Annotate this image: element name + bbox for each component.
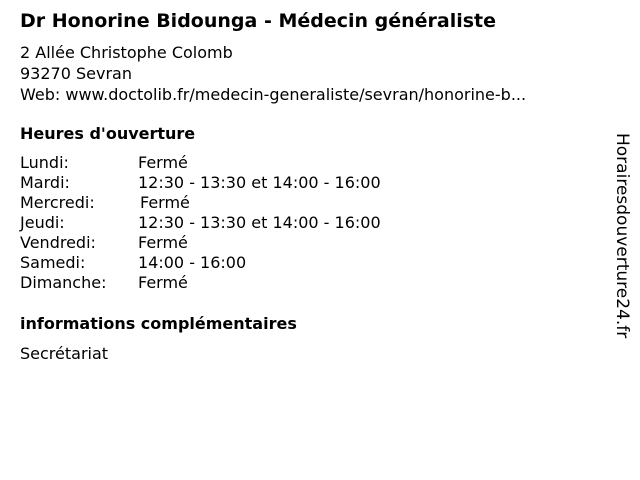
- day-hours: 14:00 - 16:00: [138, 253, 247, 272]
- day-hours: 12:30 - 13:30 et 14:00 - 16:00: [138, 173, 381, 192]
- day-label: Lundi:: [20, 153, 69, 172]
- day-label: Mardi:: [20, 173, 70, 192]
- day-hours: Fermé: [140, 193, 190, 212]
- additional-info-text: Secrétariat: [20, 344, 109, 363]
- site-watermark: Horairesdouverture24.fr: [612, 133, 632, 339]
- day-hours: Fermé: [138, 233, 188, 252]
- day-hours: Fermé: [138, 153, 188, 172]
- day-label: Vendredi:: [20, 233, 96, 252]
- day-hours: 12:30 - 13:30 et 14:00 - 16:00: [138, 213, 381, 232]
- day-label: Jeudi:: [20, 213, 65, 232]
- opening-hours-heading: Heures d'ouverture: [20, 124, 196, 143]
- address-street: 2 Allée Christophe Colomb: [20, 43, 233, 62]
- day-label: Samedi:: [20, 253, 86, 272]
- page-title: Dr Honorine Bidounga - Médecin généraliste: [20, 10, 497, 32]
- day-hours: Fermé: [138, 273, 188, 292]
- address-city: 93270 Sevran: [20, 64, 132, 83]
- website-link[interactable]: Web: www.doctolib.fr/medecin-generaliste/sevran/honorine-b...: [20, 85, 527, 104]
- additional-info-heading: informations complémentaires: [20, 314, 297, 333]
- day-label: Dimanche:: [20, 273, 107, 292]
- day-label: Mercredi:: [20, 193, 95, 212]
